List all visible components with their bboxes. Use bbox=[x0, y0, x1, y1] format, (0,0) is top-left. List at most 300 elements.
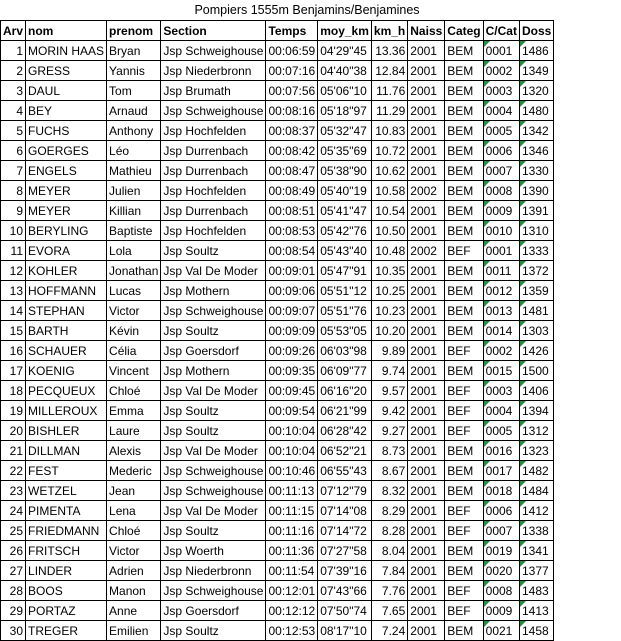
cell-naiss: 2001 bbox=[408, 101, 445, 121]
cell-section: Jsp Soultz bbox=[161, 241, 266, 261]
cell-arv: 4 bbox=[1, 101, 26, 121]
cell-arv: 20 bbox=[1, 421, 26, 441]
cell-nom: BEY bbox=[26, 101, 107, 121]
table-row bbox=[1, 321, 554, 341]
header-nom: nom bbox=[26, 21, 107, 41]
cell-prenom: Baptiste bbox=[107, 221, 161, 241]
cell-prenom: Jonathan bbox=[107, 261, 161, 281]
table-row bbox=[1, 181, 554, 201]
cell-arv: 19 bbox=[1, 401, 26, 421]
table-row bbox=[1, 501, 554, 521]
cell-arv: 23 bbox=[1, 481, 26, 501]
cell-moy-km: 08'17"10 bbox=[318, 621, 372, 641]
cell-nom: FRIEDMANN bbox=[26, 521, 107, 541]
cell-section: Jsp Soultz bbox=[161, 421, 266, 441]
cell-prenom: Arnaud bbox=[107, 101, 161, 121]
cell-prenom: Chloé bbox=[107, 521, 161, 541]
cell-naiss: 2001 bbox=[408, 81, 445, 101]
cell-categ: BEM bbox=[445, 361, 483, 381]
cell-moy-km: 05'41"47 bbox=[318, 201, 372, 221]
cell-km-h: 9.89 bbox=[371, 341, 407, 361]
cell-nom: KOENIG bbox=[26, 361, 107, 381]
cell-nom: SCHAUER bbox=[26, 341, 107, 361]
cell-section: Jsp Val De Moder bbox=[161, 501, 266, 521]
cell-prenom: Killian bbox=[107, 201, 161, 221]
table-row bbox=[1, 61, 554, 81]
cell-naiss: 2001 bbox=[408, 221, 445, 241]
cell-categ: BEM bbox=[445, 621, 483, 641]
table-row bbox=[1, 141, 554, 161]
cell-km-h: 10.83 bbox=[371, 121, 407, 141]
cell-moy-km: 05'53"05 bbox=[318, 321, 372, 341]
cell-km-h: 10.20 bbox=[371, 321, 407, 341]
cell-naiss: 2001 bbox=[408, 61, 445, 81]
cell-c-cat: 0006 bbox=[483, 501, 519, 521]
cell-temps: 00:08:37 bbox=[266, 121, 318, 141]
cell-doss: 1330 bbox=[519, 161, 553, 181]
cell-nom: BISHLER bbox=[26, 421, 107, 441]
cell-section: Jsp Val De Moder bbox=[161, 381, 266, 401]
table-row bbox=[1, 81, 554, 101]
cell-moy-km: 06'03"98 bbox=[318, 341, 372, 361]
cell-km-h: 11.76 bbox=[371, 81, 407, 101]
cell-categ: BEF bbox=[445, 341, 483, 361]
table-row bbox=[1, 561, 554, 581]
cell-km-h: 8.73 bbox=[371, 441, 407, 461]
cell-moy-km: 04'29"45 bbox=[318, 41, 372, 61]
cell-doss: 1323 bbox=[519, 441, 553, 461]
cell-section: Jsp Schweighouse bbox=[161, 101, 266, 121]
cell-section: Jsp Val De Moder bbox=[161, 441, 266, 461]
cell-doss: 1483 bbox=[519, 581, 553, 601]
cell-categ: BEM bbox=[445, 181, 483, 201]
cell-moy-km: 07'39"16 bbox=[318, 561, 372, 581]
cell-naiss: 2001 bbox=[408, 141, 445, 161]
cell-moy-km: 05'47"91 bbox=[318, 261, 372, 281]
cell-temps: 00:12:01 bbox=[266, 581, 318, 601]
cell-c-cat: 0014 bbox=[483, 321, 519, 341]
cell-km-h: 13.36 bbox=[371, 41, 407, 61]
cell-c-cat: 0006 bbox=[483, 141, 519, 161]
cell-categ: BEM bbox=[445, 121, 483, 141]
cell-section: Jsp Schweighouse bbox=[161, 41, 266, 61]
table-row bbox=[1, 441, 554, 461]
cell-temps: 00:08:42 bbox=[266, 141, 318, 161]
cell-temps: 00:09:06 bbox=[266, 281, 318, 301]
table-row bbox=[1, 341, 554, 361]
cell-prenom: Kévin bbox=[107, 321, 161, 341]
cell-arv: 2 bbox=[1, 61, 26, 81]
cell-section: Jsp Schweighouse bbox=[161, 301, 266, 321]
cell-c-cat: 0004 bbox=[483, 101, 519, 121]
cell-km-h: 10.72 bbox=[371, 141, 407, 161]
cell-km-h: 9.42 bbox=[371, 401, 407, 421]
table-row bbox=[1, 581, 554, 601]
table-row bbox=[1, 101, 554, 121]
cell-c-cat: 0002 bbox=[483, 341, 519, 361]
cell-naiss: 2001 bbox=[408, 461, 445, 481]
cell-moy-km: 05'38"90 bbox=[318, 161, 372, 181]
cell-nom: FUCHS bbox=[26, 121, 107, 141]
cell-naiss: 2001 bbox=[408, 341, 445, 361]
cell-naiss: 2001 bbox=[408, 501, 445, 521]
cell-categ: BEM bbox=[445, 281, 483, 301]
table-row bbox=[1, 301, 554, 321]
cell-temps: 00:08:47 bbox=[266, 161, 318, 181]
cell-arv: 13 bbox=[1, 281, 26, 301]
cell-km-h: 8.04 bbox=[371, 541, 407, 561]
cell-moy-km: 07'50"74 bbox=[318, 601, 372, 621]
cell-section: Jsp Soultz bbox=[161, 321, 266, 341]
cell-arv: 7 bbox=[1, 161, 26, 181]
cell-c-cat: 0005 bbox=[483, 121, 519, 141]
cell-nom: HOFFMANN bbox=[26, 281, 107, 301]
header-doss: Doss bbox=[519, 21, 553, 41]
cell-nom: LINDER bbox=[26, 561, 107, 581]
cell-c-cat: 0007 bbox=[483, 521, 519, 541]
cell-naiss: 2001 bbox=[408, 261, 445, 281]
cell-temps: 00:11:16 bbox=[266, 521, 318, 541]
cell-moy-km: 07'12"79 bbox=[318, 481, 372, 501]
cell-moy-km: 07'27"58 bbox=[318, 541, 372, 561]
cell-nom: KOHLER bbox=[26, 261, 107, 281]
table-row bbox=[1, 201, 554, 221]
cell-nom: PIMENTA bbox=[26, 501, 107, 521]
cell-nom: WETZEL bbox=[26, 481, 107, 501]
table-row bbox=[1, 521, 554, 541]
cell-naiss: 2001 bbox=[408, 441, 445, 461]
cell-naiss: 2001 bbox=[408, 281, 445, 301]
cell-categ: BEF bbox=[445, 421, 483, 441]
cell-c-cat: 0001 bbox=[483, 241, 519, 261]
cell-doss: 1406 bbox=[519, 381, 553, 401]
results-table bbox=[0, 20, 554, 641]
cell-arv: 10 bbox=[1, 221, 26, 241]
cell-doss: 1377 bbox=[519, 561, 553, 581]
cell-moy-km: 07'14"72 bbox=[318, 521, 372, 541]
cell-section: Jsp Goersdorf bbox=[161, 341, 266, 361]
cell-naiss: 2001 bbox=[408, 201, 445, 221]
cell-km-h: 10.62 bbox=[371, 161, 407, 181]
cell-doss: 1359 bbox=[519, 281, 553, 301]
cell-km-h: 7.65 bbox=[371, 601, 407, 621]
cell-arv: 3 bbox=[1, 81, 26, 101]
cell-prenom: Mathieu bbox=[107, 161, 161, 181]
cell-arv: 12 bbox=[1, 261, 26, 281]
cell-moy-km: 07'14"08 bbox=[318, 501, 372, 521]
cell-naiss: 2002 bbox=[408, 241, 445, 261]
cell-c-cat: 0018 bbox=[483, 481, 519, 501]
cell-km-h: 7.76 bbox=[371, 581, 407, 601]
cell-section: Jsp Soultz bbox=[161, 401, 266, 421]
cell-temps: 00:10:46 bbox=[266, 461, 318, 481]
cell-section: Jsp Schweighouse bbox=[161, 461, 266, 481]
cell-moy-km: 05'40"19 bbox=[318, 181, 372, 201]
cell-temps: 00:09:09 bbox=[266, 321, 318, 341]
cell-nom: STEPHAN bbox=[26, 301, 107, 321]
cell-prenom: Manon bbox=[107, 581, 161, 601]
cell-km-h: 10.23 bbox=[371, 301, 407, 321]
cell-section: Jsp Val De Moder bbox=[161, 261, 266, 281]
cell-doss: 1482 bbox=[519, 461, 553, 481]
cell-doss: 1458 bbox=[519, 621, 553, 641]
cell-c-cat: 0020 bbox=[483, 561, 519, 581]
cell-categ: BEM bbox=[445, 101, 483, 121]
cell-c-cat: 0003 bbox=[483, 381, 519, 401]
cell-categ: BEF bbox=[445, 501, 483, 521]
cell-km-h: 10.25 bbox=[371, 281, 407, 301]
table-body bbox=[1, 41, 554, 641]
cell-moy-km: 06'52"21 bbox=[318, 441, 372, 461]
cell-arv: 26 bbox=[1, 541, 26, 561]
cell-section: Jsp Mothern bbox=[161, 281, 266, 301]
table-row bbox=[1, 621, 554, 641]
cell-temps: 00:10:04 bbox=[266, 421, 318, 441]
cell-naiss: 2001 bbox=[408, 301, 445, 321]
cell-arv: 25 bbox=[1, 521, 26, 541]
cell-arv: 1 bbox=[1, 41, 26, 61]
cell-arv: 14 bbox=[1, 301, 26, 321]
cell-prenom: Mederic bbox=[107, 461, 161, 481]
cell-section: Jsp Durrenbach bbox=[161, 161, 266, 181]
cell-c-cat: 0009 bbox=[483, 201, 519, 221]
cell-categ: BEM bbox=[445, 301, 483, 321]
cell-section: Jsp Goersdorf bbox=[161, 601, 266, 621]
cell-categ: BEM bbox=[445, 221, 483, 241]
cell-km-h: 10.58 bbox=[371, 181, 407, 201]
cell-prenom: Anne bbox=[107, 601, 161, 621]
cell-arv: 22 bbox=[1, 461, 26, 481]
sheet-title: Pompiers 1555m Benjamins/Benjamines bbox=[194, 3, 420, 17]
header-arv: Arv bbox=[1, 21, 26, 41]
cell-naiss: 2001 bbox=[408, 621, 445, 641]
cell-categ: BEM bbox=[445, 61, 483, 81]
cell-nom: DILLMAN bbox=[26, 441, 107, 461]
cell-categ: BEM bbox=[445, 321, 483, 341]
table-row bbox=[1, 601, 554, 621]
table-row bbox=[1, 41, 554, 61]
cell-prenom: Julien bbox=[107, 181, 161, 201]
cell-nom: FEST bbox=[26, 461, 107, 481]
cell-nom: EVORA bbox=[26, 241, 107, 261]
cell-doss: 1342 bbox=[519, 121, 553, 141]
cell-arv: 15 bbox=[1, 321, 26, 341]
cell-temps: 00:07:16 bbox=[266, 61, 318, 81]
cell-categ: BEF bbox=[445, 601, 483, 621]
cell-section: Jsp Schweighouse bbox=[161, 581, 266, 601]
cell-naiss: 2001 bbox=[408, 361, 445, 381]
cell-prenom: Vincent bbox=[107, 361, 161, 381]
cell-c-cat: 0019 bbox=[483, 541, 519, 561]
cell-temps: 00:09:45 bbox=[266, 381, 318, 401]
cell-nom: TREGER bbox=[26, 621, 107, 641]
cell-moy-km: 05'35"69 bbox=[318, 141, 372, 161]
table-row bbox=[1, 541, 554, 561]
cell-moy-km: 05'06"10 bbox=[318, 81, 372, 101]
cell-temps: 00:08:54 bbox=[266, 241, 318, 261]
table-row bbox=[1, 121, 554, 141]
cell-naiss: 2001 bbox=[408, 561, 445, 581]
table-row bbox=[1, 361, 554, 381]
header-km-h: km_h bbox=[371, 21, 407, 41]
cell-prenom: Lucas bbox=[107, 281, 161, 301]
cell-arv: 17 bbox=[1, 361, 26, 381]
cell-naiss: 2001 bbox=[408, 521, 445, 541]
cell-moy-km: 05'32"47 bbox=[318, 121, 372, 141]
cell-temps: 00:09:54 bbox=[266, 401, 318, 421]
cell-c-cat: 0015 bbox=[483, 361, 519, 381]
cell-doss: 1333 bbox=[519, 241, 553, 261]
cell-arv: 16 bbox=[1, 341, 26, 361]
cell-categ: BEF bbox=[445, 241, 483, 261]
cell-doss: 1349 bbox=[519, 61, 553, 81]
cell-naiss: 2001 bbox=[408, 481, 445, 501]
cell-nom: BOOS bbox=[26, 581, 107, 601]
cell-c-cat: 0004 bbox=[483, 401, 519, 421]
cell-nom: GRESS bbox=[26, 61, 107, 81]
cell-categ: BEM bbox=[445, 161, 483, 181]
cell-doss: 1486 bbox=[519, 41, 553, 61]
cell-nom: PECQUEUX bbox=[26, 381, 107, 401]
cell-arv: 18 bbox=[1, 381, 26, 401]
cell-temps: 00:12:12 bbox=[266, 601, 318, 621]
table-row bbox=[1, 261, 554, 281]
cell-doss: 1390 bbox=[519, 181, 553, 201]
cell-prenom: Yannis bbox=[107, 61, 161, 81]
cell-km-h: 9.74 bbox=[371, 361, 407, 381]
cell-km-h: 7.84 bbox=[371, 561, 407, 581]
cell-km-h: 10.35 bbox=[371, 261, 407, 281]
cell-temps: 00:11:15 bbox=[266, 501, 318, 521]
cell-categ: BEF bbox=[445, 401, 483, 421]
cell-section: Jsp Hochfelden bbox=[161, 181, 266, 201]
cell-c-cat: 0001 bbox=[483, 41, 519, 61]
cell-doss: 1338 bbox=[519, 521, 553, 541]
cell-naiss: 2001 bbox=[408, 601, 445, 621]
cell-temps: 00:08:49 bbox=[266, 181, 318, 201]
cell-temps: 00:11:54 bbox=[266, 561, 318, 581]
cell-km-h: 10.54 bbox=[371, 201, 407, 221]
header-c-cat: C/Cat bbox=[483, 21, 519, 41]
cell-section: Jsp Woerth bbox=[161, 541, 266, 561]
cell-temps: 00:09:26 bbox=[266, 341, 318, 361]
cell-temps: 00:09:07 bbox=[266, 301, 318, 321]
cell-naiss: 2001 bbox=[408, 321, 445, 341]
cell-naiss: 2001 bbox=[408, 121, 445, 141]
cell-nom: GOERGES bbox=[26, 141, 107, 161]
cell-section: Jsp Durrenbach bbox=[161, 141, 266, 161]
cell-nom: MEYER bbox=[26, 181, 107, 201]
cell-moy-km: 04'40"38 bbox=[318, 61, 372, 81]
cell-arv: 21 bbox=[1, 441, 26, 461]
cell-doss: 1484 bbox=[519, 481, 553, 501]
cell-prenom: Jean bbox=[107, 481, 161, 501]
cell-naiss: 2001 bbox=[408, 381, 445, 401]
cell-section: Jsp Brumath bbox=[161, 81, 266, 101]
cell-nom: FRITSCH bbox=[26, 541, 107, 561]
cell-c-cat: 0008 bbox=[483, 581, 519, 601]
cell-arv: 8 bbox=[1, 181, 26, 201]
cell-section: Jsp Durrenbach bbox=[161, 201, 266, 221]
table-row bbox=[1, 221, 554, 241]
cell-moy-km: 05'51"12 bbox=[318, 281, 372, 301]
cell-temps: 00:12:53 bbox=[266, 621, 318, 641]
cell-section: Jsp Niederbronn bbox=[161, 561, 266, 581]
cell-km-h: 7.24 bbox=[371, 621, 407, 641]
cell-moy-km: 07'43"66 bbox=[318, 581, 372, 601]
cell-section: Jsp Schweighouse bbox=[161, 481, 266, 501]
cell-temps: 00:08:16 bbox=[266, 101, 318, 121]
cell-categ: BEM bbox=[445, 481, 483, 501]
cell-km-h: 8.32 bbox=[371, 481, 407, 501]
cell-km-h: 9.57 bbox=[371, 381, 407, 401]
cell-c-cat: 0003 bbox=[483, 81, 519, 101]
cell-nom: MORIN HAAS bbox=[26, 41, 107, 61]
cell-doss: 1320 bbox=[519, 81, 553, 101]
cell-nom: DAUL bbox=[26, 81, 107, 101]
cell-arv: 27 bbox=[1, 561, 26, 581]
cell-naiss: 2001 bbox=[408, 161, 445, 181]
table-row bbox=[1, 161, 554, 181]
cell-arv: 11 bbox=[1, 241, 26, 261]
cell-nom: MEYER bbox=[26, 201, 107, 221]
cell-moy-km: 05'42"76 bbox=[318, 221, 372, 241]
cell-temps: 00:07:56 bbox=[266, 81, 318, 101]
cell-prenom: Léo bbox=[107, 141, 161, 161]
cell-moy-km: 06'55"43 bbox=[318, 461, 372, 481]
cell-categ: BEF bbox=[445, 581, 483, 601]
cell-arv: 30 bbox=[1, 621, 26, 641]
cell-moy-km: 05'43"40 bbox=[318, 241, 372, 261]
table-row bbox=[1, 241, 554, 261]
cell-nom: ENGELS bbox=[26, 161, 107, 181]
table-row bbox=[1, 461, 554, 481]
cell-doss: 1413 bbox=[519, 601, 553, 621]
cell-c-cat: 0013 bbox=[483, 301, 519, 321]
cell-naiss: 2001 bbox=[408, 41, 445, 61]
cell-section: Jsp Soultz bbox=[161, 621, 266, 641]
header-moy-km: moy_km bbox=[318, 21, 372, 41]
cell-prenom: Victor bbox=[107, 301, 161, 321]
cell-doss: 1481 bbox=[519, 301, 553, 321]
cell-doss: 1480 bbox=[519, 101, 553, 121]
cell-nom: MILLEROUX bbox=[26, 401, 107, 421]
cell-c-cat: 0011 bbox=[483, 261, 519, 281]
cell-arv: 9 bbox=[1, 201, 26, 221]
cell-km-h: 10.50 bbox=[371, 221, 407, 241]
cell-arv: 5 bbox=[1, 121, 26, 141]
cell-temps: 00:09:35 bbox=[266, 361, 318, 381]
cell-km-h: 12.84 bbox=[371, 61, 407, 81]
cell-c-cat: 0008 bbox=[483, 181, 519, 201]
cell-temps: 00:08:53 bbox=[266, 221, 318, 241]
cell-section: Jsp Hochfelden bbox=[161, 221, 266, 241]
cell-prenom: Célia bbox=[107, 341, 161, 361]
cell-moy-km: 06'21"99 bbox=[318, 401, 372, 421]
cell-c-cat: 0016 bbox=[483, 441, 519, 461]
cell-naiss: 2001 bbox=[408, 401, 445, 421]
header-temps: Temps bbox=[266, 21, 318, 41]
cell-c-cat: 0010 bbox=[483, 221, 519, 241]
cell-moy-km: 06'16"20 bbox=[318, 381, 372, 401]
cell-nom: BARTH bbox=[26, 321, 107, 341]
cell-c-cat: 0012 bbox=[483, 281, 519, 301]
cell-prenom: Emma bbox=[107, 401, 161, 421]
table-row bbox=[1, 381, 554, 401]
cell-section: Jsp Soultz bbox=[161, 521, 266, 541]
cell-naiss: 2002 bbox=[408, 181, 445, 201]
cell-prenom: Tom bbox=[107, 81, 161, 101]
